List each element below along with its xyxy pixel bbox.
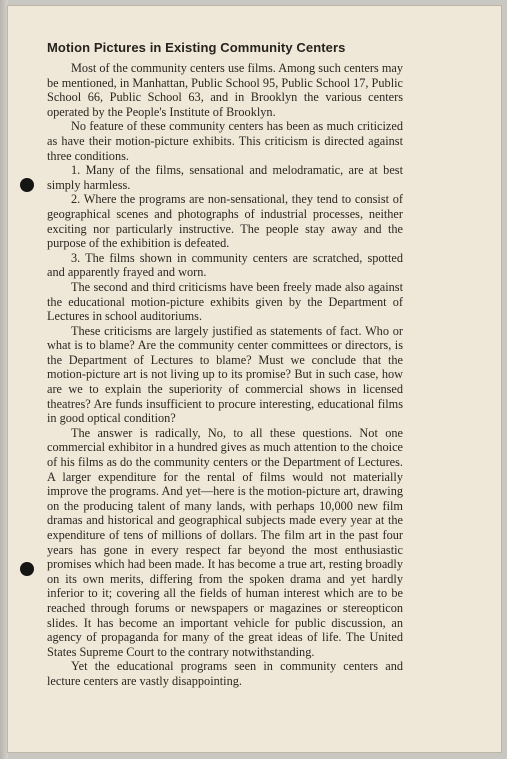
section-heading: Motion Pictures in Existing Community Centers [47, 40, 346, 55]
paragraph-8: The answer is radically, No, to all these questions. Not one commercial exhibitor in a hundred gives as much attention to the choice of his films as do the community centers or the Department of Lectures. A larger expenditure for the rental of films would not materially improve the programs. And yet—here is the motion-picture art, drawing on the producing talent of many lands, with perhaps 10,000 new film dramas and historical and geographical subjects made every year at the expenditure of tens of millions of dollars. The film art in the past four years has gone in every respect far beyond the most enthusiastic promises which had been made. It has become a true art, resting broadly on its own merits, differing from the spoken drama and yet hardly inferior to it; covering all the fields of human interest which are to be reached through forums or newspapers or magazines or stereopticon slides. It has become an important vehicle for public discussion, an agency of propaganda for many of the great ideas of life. The United States Supreme Court to the contrary notwithstanding. [47, 425, 403, 659]
paragraph-5: 3. The films shown in community centers are scratched, spotted and apparently frayed and worn. [47, 250, 403, 280]
paragraph-2: No feature of these community centers has been as much criticized as have their motion-picture exhibits. This criticism is directed against three conditions. [47, 119, 403, 163]
paragraph-7: These criticisms are largely justified as statements of fact. Who or what is to blame? Are the community center committees or directors, is the Department of Lectures to blame? Must we conclude that the motion-picture art is not living up to its promise? But in such case, how are we to explain the superiority of commercial shows in licensed theatres? Are funds insufficient to procure interesting, educational films in good optical condition? [47, 323, 403, 426]
article-body [47, 40, 403, 689]
paragraph-6: The second and third criticisms have been freely made also against the educational motion-picture exhibits given by the Department of Lectures in school auditoriums. [47, 279, 403, 324]
paragraph-1: Most of the community centers use films. Among such centers may be mentioned, in Manhattan, Public School 95, Public School 17, Public School 66, Public School 63, and in Brooklyn the various centers operated by the People's Institute of Brooklyn. [47, 61, 403, 119]
punch-hole-bottom [20, 562, 34, 576]
paragraph-9: Yet the educational programs seen in community centers and lecture centers are vastly disappointing. [47, 659, 403, 688]
binding-edge [0, 0, 8, 759]
paragraph-3: 1. Many of the films, sensational and melodramatic, are at best simply harmless. [47, 163, 403, 192]
punch-hole-top [20, 178, 34, 192]
paragraph-4: 2. Where the programs are non-sensational, they tend to consist of geographical scenes and photographs of industrial processes, neither exciting nor particularly instructive. The people stay away and the purpose of the exhibition is defeated. [47, 192, 403, 251]
